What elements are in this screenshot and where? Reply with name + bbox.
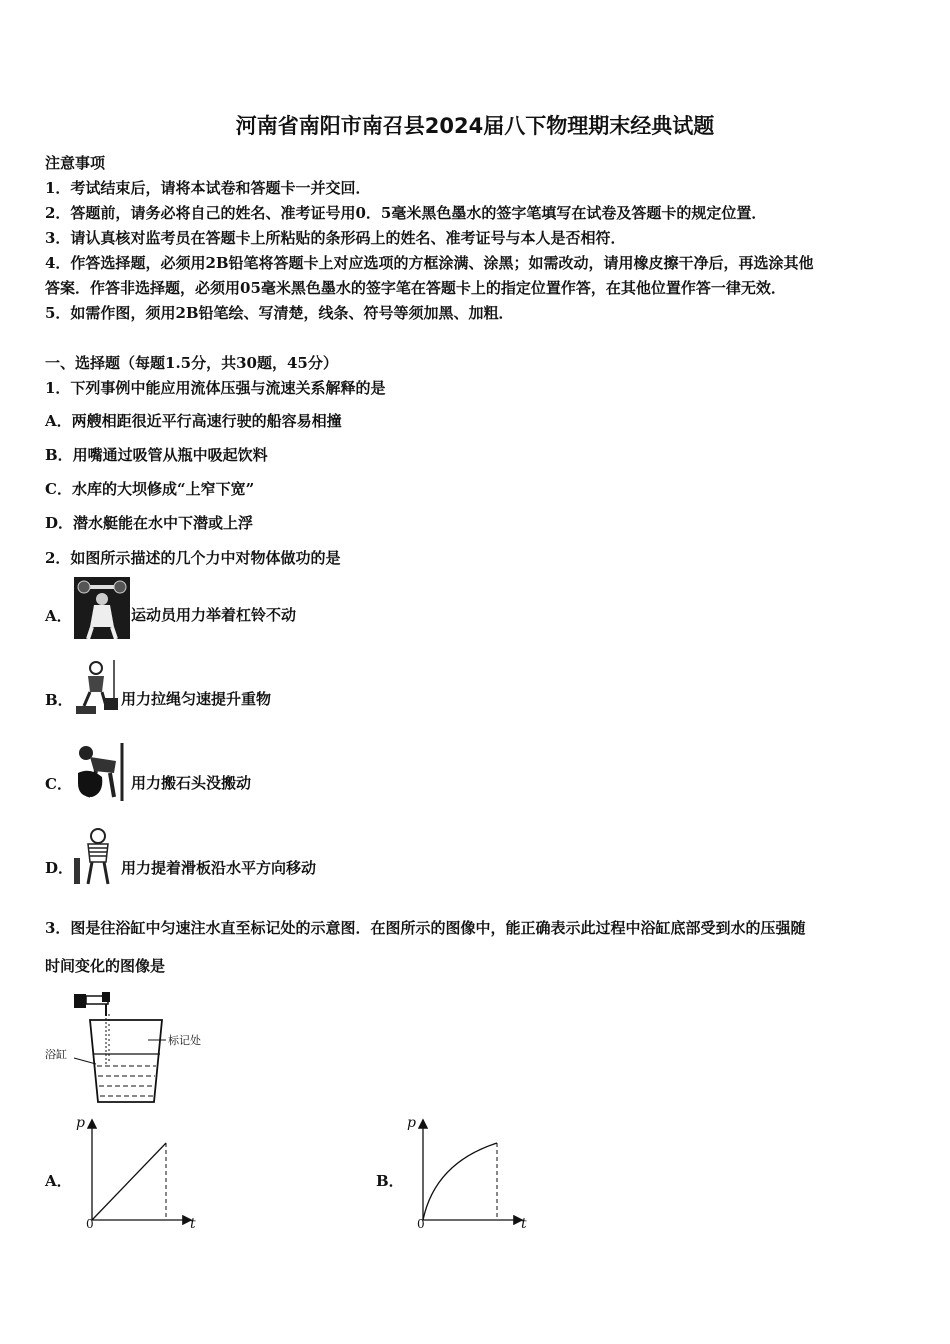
q2-option-a-text: 运动员用力举着杠铃不动	[131, 606, 297, 624]
q3-option-b-letter: B．	[376, 1172, 404, 1190]
graph-a-origin: 0	[86, 1217, 94, 1231]
notice-item: 1．考试结束后，请将本试卷和答题卡一并交回．	[45, 179, 371, 197]
q2-option-c-text: 用力搬石头没搬动	[131, 774, 252, 792]
q2-option-b-text: 用力拉绳匀速提升重物	[121, 690, 272, 708]
weightlifter-image	[74, 577, 130, 639]
notice-heading: 注意事项	[45, 154, 106, 172]
graph-b-ylabel: p	[407, 1115, 416, 1131]
q1-option-a: A．两艘相距很近平行高速行驶的船容易相撞	[45, 412, 342, 430]
graph-b-concave	[413, 1115, 531, 1231]
skateboard-carrying-image	[74, 828, 120, 888]
stone-pushing-image	[74, 743, 130, 801]
notice-item: 2．答题前，请务必将自己的姓名、准考证号用0．5毫米黑色墨水的签字笔填写在试卷及答题卡的规定位置．	[45, 204, 767, 222]
graph-a-linear	[82, 1115, 200, 1231]
q2-option-d-letter: D．	[45, 859, 74, 877]
graph-a-ylabel: p	[76, 1115, 85, 1131]
tub-label: 浴缸	[45, 1048, 67, 1061]
graph-b-origin: 0	[417, 1217, 425, 1231]
question-1-stem: 1．下列事例中能应用流体压强与流速关系解释的是	[45, 379, 386, 397]
q3-option-a-letter: A．	[45, 1172, 72, 1190]
q1-option-c: C．水库的大坝修成“上窄下宽”	[45, 480, 255, 498]
q2-option-c-letter: C．	[45, 775, 72, 793]
q1-option-b: B．用嘴通过吸管从瓶中吸起饮料	[45, 446, 268, 464]
section-heading: 一、选择题（每题1.5分，共30题，45分）	[45, 354, 338, 372]
page-title: 河南省南阳市南召县2024届八下物理期末经典试题	[235, 114, 715, 138]
q1-option-d: D．潜水艇能在水中下潜或上浮	[45, 514, 254, 532]
question-3-stem-line2: 时间变化的图像是	[45, 957, 166, 975]
q2-option-d-text: 用力提着滑板沿水平方向移动	[121, 859, 317, 877]
q2-option-a-letter: A．	[45, 607, 72, 625]
notice-item: 4．作答选择题，必须用2B铅笔将答题卡上对应选项的方框涂满、涂黑；如需改动，请用橡皮擦干净后，再选涂其他	[45, 254, 814, 272]
graph-b-xlabel: t	[521, 1216, 527, 1232]
notice-item: 3．请认真核对监考员在答题卡上所粘贴的条形码上的姓名、准考证号与本人是否相符．	[45, 229, 626, 247]
mark-label: 标记处	[168, 1034, 201, 1047]
notice-item: 5．如需作图，须用2B铅笔绘、写清楚，线条、符号等须加黑、加粗．	[45, 304, 514, 322]
question-2-stem: 2．如图所示描述的几个力中对物体做功的是	[45, 549, 341, 567]
graph-a-xlabel: t	[190, 1216, 196, 1232]
question-3-stem-line1: 3．图是往浴缸中匀速注水直至标记处的示意图．在图所示的图像中，能正确表示此过程中浴缸底部受到水的压强随	[45, 919, 806, 937]
q2-option-b-letter: B．	[45, 691, 73, 709]
notice-item: 答案．作答非选择题，必须用05毫米黑色墨水的签字笔在答题卡上的指定位置作答，在其他位置作答一律无效．	[45, 279, 786, 297]
rope-lifting-image	[74, 660, 120, 716]
faucet-handle-icon	[74, 994, 86, 1008]
